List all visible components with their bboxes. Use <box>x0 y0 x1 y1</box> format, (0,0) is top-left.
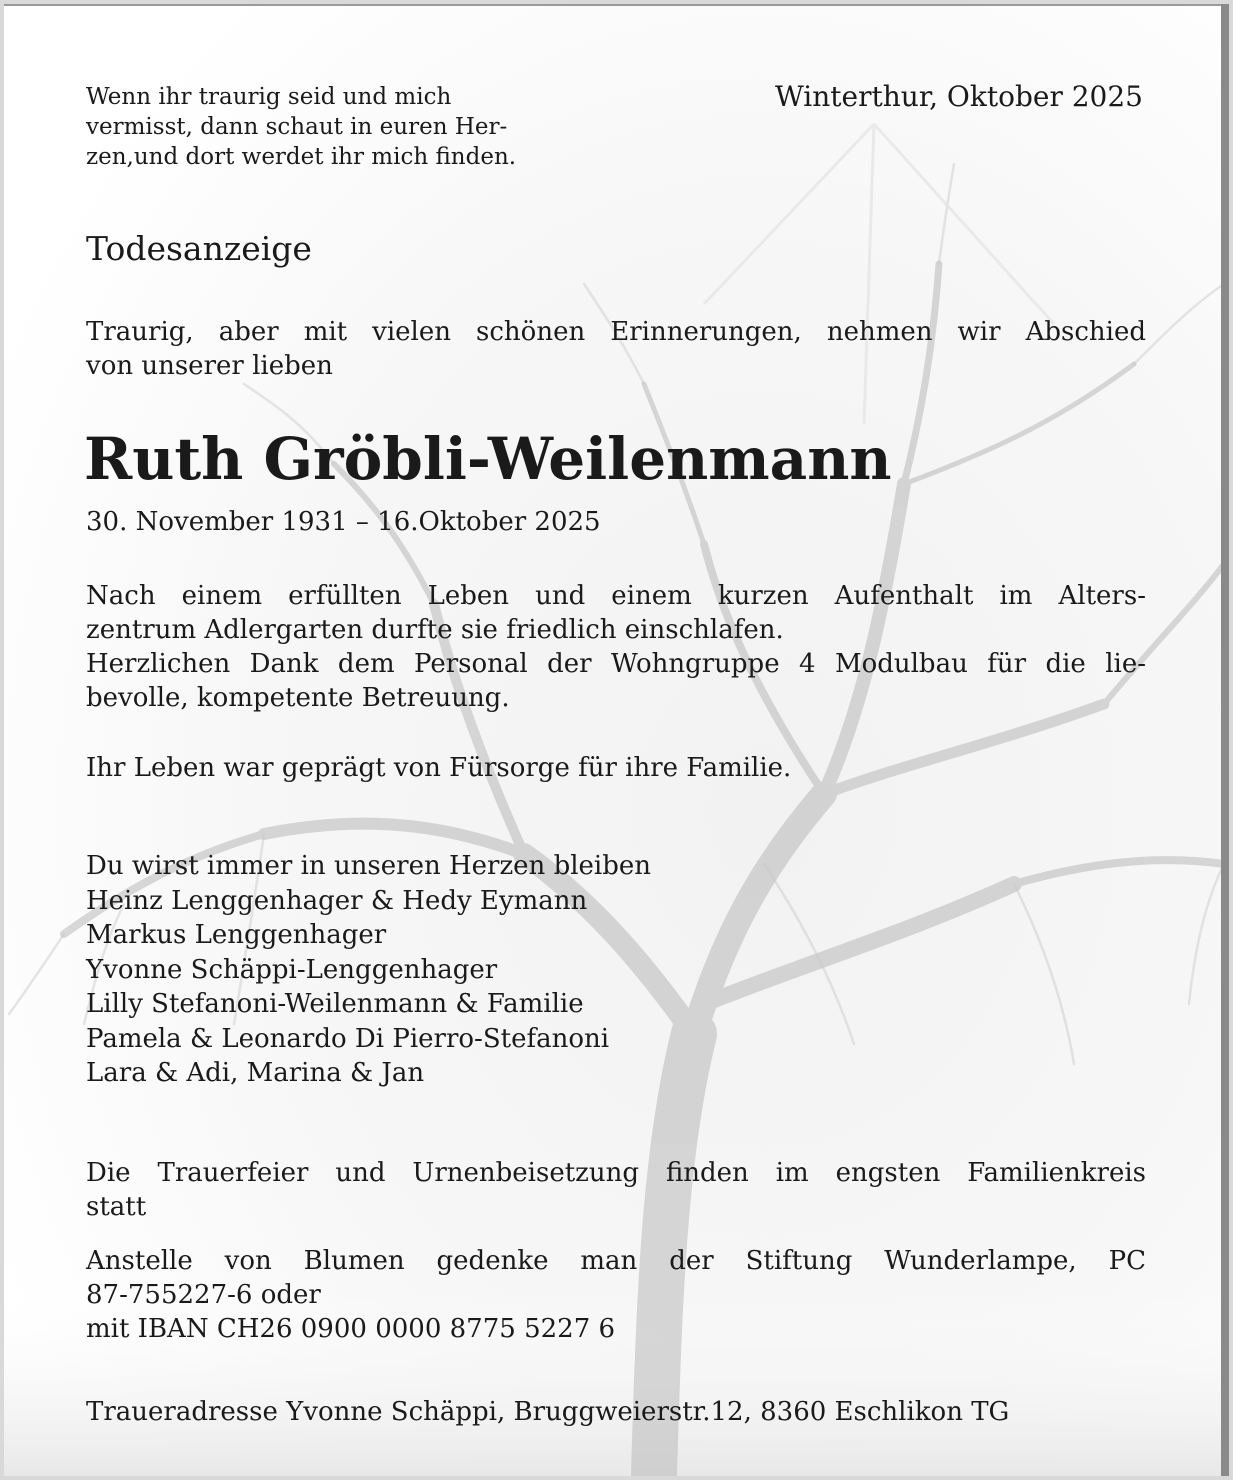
motto-line: zen,und dort werdet ihr mich finden. <box>86 144 517 170</box>
body-line-3: Herzlichen Dank dem Personal der Wohngruppe 4 Modulbau für die lie- <box>86 649 1146 679</box>
page-title: Todesanzeige <box>86 229 312 268</box>
ceremony-line-2: statt <box>86 1192 147 1222</box>
mourner-line: Markus Lenggenhager <box>86 920 387 950</box>
body-line-1: Nach einem erfüllten Leben und einem kurzen Aufenthalt im Alters- <box>86 581 1146 611</box>
donation-line-1: Anstelle von Blumen gedenke man der Stiftung Wunderlampe, PC <box>86 1246 1146 1276</box>
family-sentence: Ihr Leben war geprägt von Fürsorge für ihre Familie. <box>86 753 792 783</box>
body-line-2: zentrum Adlergarten durfte sie friedlich einschlafen. <box>86 615 784 645</box>
body-paragraph <box>86 579 1146 715</box>
obituary-card <box>4 4 1229 1476</box>
mourner-line: Lilly Stefanoni-Weilenmann & Familie <box>86 989 584 1019</box>
donation-line-3: mit IBAN CH26 0900 0000 8775 5227 6 <box>86 1314 616 1344</box>
motto-line: vermisst, dann schaut in euren Her- <box>86 114 508 140</box>
motto-quote <box>86 82 586 172</box>
place-date: Winterthur, Oktober 2025 <box>775 80 1143 113</box>
intro-line-2: von unserer lieben <box>86 351 333 381</box>
mourner-line: Pamela & Leonardo Di Pierro-Stefanoni <box>86 1023 610 1054</box>
donation-line-2: 87-755227-6 oder <box>86 1280 321 1310</box>
mourner-line: Heinz Lenggenhager & Hedy Eymann <box>86 885 588 916</box>
ceremony-line-1: Die Trauerfeier und Urnenbeisetzung finden im engsten Familienkreis <box>86 1158 1146 1188</box>
mourning-address: Traueradresse Yvonne Schäppi, Bruggweierstr.12, 8360 Eschlikon TG <box>86 1397 1010 1427</box>
ceremony-notice <box>86 1156 1146 1224</box>
frame-top-edge <box>4 4 1229 6</box>
mourners-list <box>86 849 651 1091</box>
donation-notice <box>86 1244 1146 1346</box>
intro-text <box>86 315 1146 383</box>
life-dates: 30. November 1931 – 16.Oktober 2025 <box>86 507 601 537</box>
body-line-4: bevolle, kompetente Betreuung. <box>86 683 510 713</box>
mourner-line: Lara & Adi, Marina & Jan <box>86 1058 425 1088</box>
deceased-name: Ruth Gröbli-Weilenmann <box>84 425 892 493</box>
motto-line: Wenn ihr traurig seid und mich <box>86 84 452 110</box>
mourner-line: Du wirst immer in unseren Herzen bleiben <box>86 851 652 881</box>
frame-right-edge <box>1221 4 1229 1476</box>
mourner-line: Yvonne Schäppi-Lenggenhager <box>86 954 498 985</box>
intro-line-1: Traurig, aber mit vielen schönen Erinnerungen, nehmen wir Abschied <box>86 317 1146 347</box>
